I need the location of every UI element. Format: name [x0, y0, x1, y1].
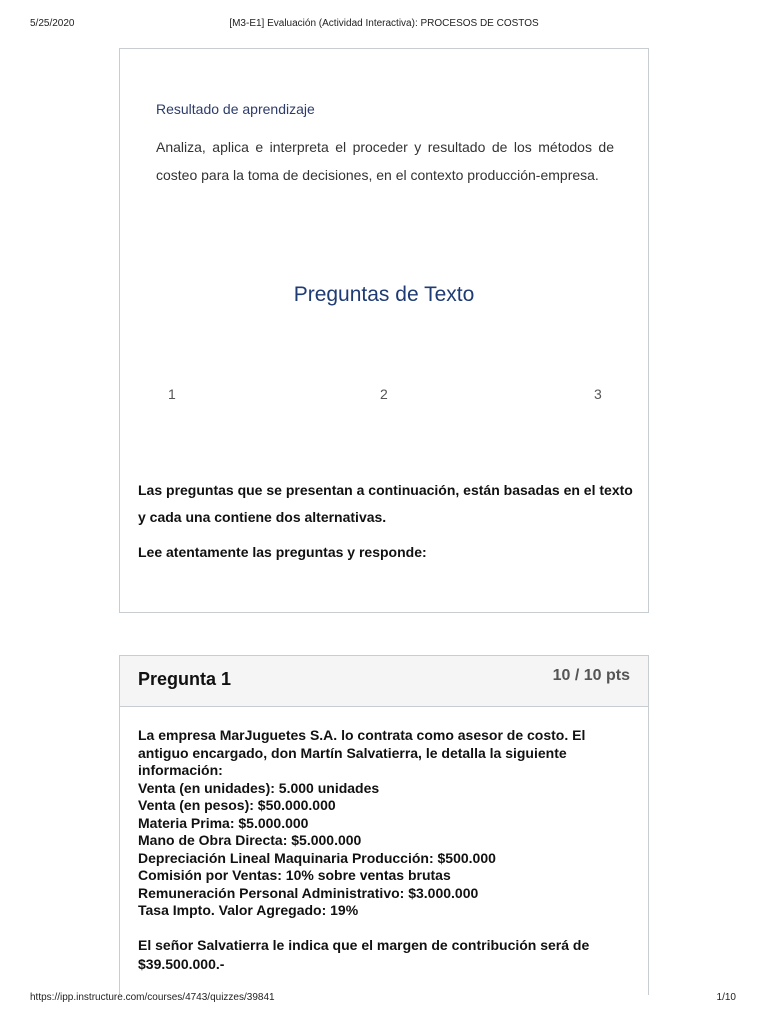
print-header [0, 18, 768, 32]
question-text-line: Comisión por Ventas: 10% sobre ventas brutas [138, 867, 451, 883]
page-number: 1/10 [716, 992, 736, 1003]
question-card [119, 655, 649, 995]
learning-outcome-text: Analiza, aplica e interpreta el proceder y resultado de los métodos de costeo para la toma de decisiones, en el contexto producción-empresa. [156, 139, 614, 183]
learning-outcome-title: Resultado de aprendizaje [156, 101, 315, 117]
learning-outcome-card [119, 48, 649, 613]
print-footer [0, 992, 768, 1006]
question-text-line: Tasa Impto. Valor Agregado: 19% [138, 902, 359, 918]
section-heading: Preguntas de Texto [293, 283, 475, 306]
question-title: Pregunta 1 [138, 669, 232, 689]
question-text-line: antiguo encargado, don Martín Salvatierra, le detalla la siguiente [138, 744, 567, 761]
question-points: 10 / 10 pts [552, 667, 630, 684]
instructions-paragraph-2: Lee atentamente las preguntas y responde: [138, 544, 427, 560]
question-text-line: Depreciación Lineal Maquinaria Producción: $500.000 [138, 849, 496, 866]
question-statement: El señor Salvatierra le indica que el margen de contribución será de $39.500.000.- [138, 936, 590, 972]
print-url: https://ipp.instructure.com/courses/4743/quizzes/39841 [30, 992, 275, 1003]
question-body [138, 727, 630, 974]
question-text-line: Mano de Obra Directa: $5.000.000 [138, 832, 362, 848]
instructions-paragraph: Las preguntas que se presentan a continuación, están basadas en el texto y cada una contiene dos alternativas. [138, 482, 633, 525]
question-text-line: Remuneración Personal Administrativo: $3.000.000 [138, 884, 479, 901]
question-text-line: La empresa MarJuguetes S.A. lo contrata como asesor de costo. El [138, 727, 586, 743]
print-date: 5/25/2020 [30, 18, 75, 29]
question-text-line: información: [138, 762, 223, 778]
question-header [120, 656, 648, 707]
instructions [138, 477, 633, 566]
step-number-2: 2 [380, 386, 388, 402]
question-text-line: Venta (en pesos): $50.000.000 [138, 797, 336, 813]
step-number-3: 3 [594, 386, 602, 402]
question-text-line: Materia Prima: $5.000.000 [138, 814, 309, 831]
step-number-1: 1 [168, 386, 176, 402]
question-text-line: Venta (en unidades): 5.000 unidades [138, 779, 380, 796]
print-page-title: [M3-E1] Evaluación (Actividad Interactiva): PROCESOS DE COSTOS [229, 18, 539, 29]
